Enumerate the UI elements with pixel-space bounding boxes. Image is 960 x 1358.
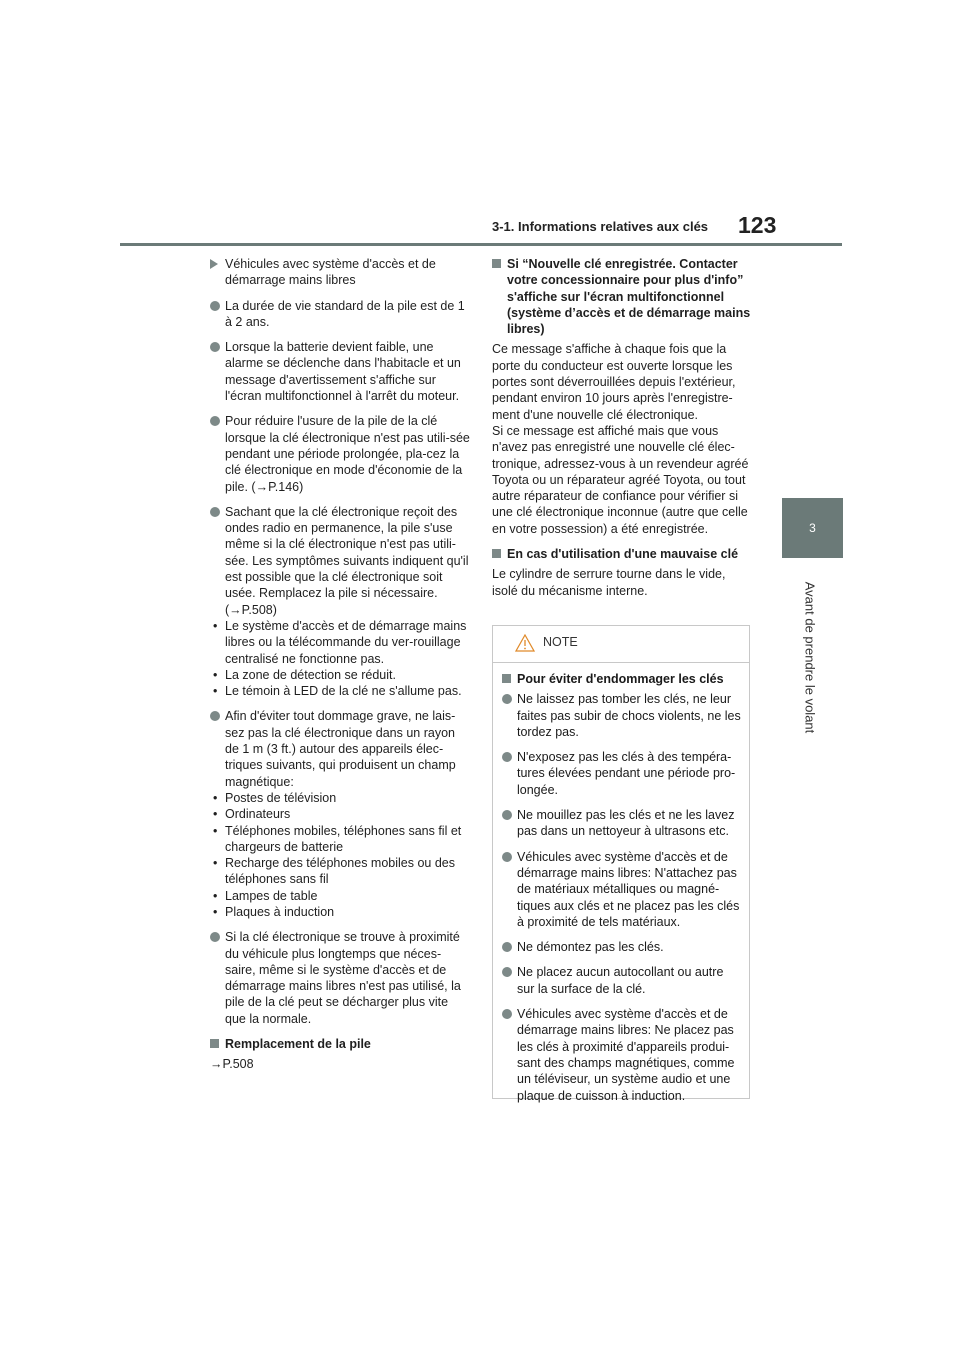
circle-bullet-icon [210,416,220,426]
circle-bullet-icon [210,301,220,311]
circle-bullet-icon [502,810,512,820]
square-bullet-icon [210,1039,219,1048]
warning-triangle-icon [515,634,535,657]
replacement-ref[interactable]: →P.508 [210,1057,254,1072]
list-item: Sachant que la clé électronique reçoit des ondes radio en permanence, la pile s'use même si la clé électronique n'est pas utili-sée. Les symptômes suivants indiquent qu'il est possible que la clé électronique soit usée. Remplacez la pile si nécessaire. (→P.508) [210,504,470,618]
chapter-title: Avant de prendre le volant [802,581,818,734]
circle-bullet-icon [502,694,512,704]
list-item: Pour réduire l'usure de la pile de la clé lorsque la clé électronique n'est pas utili-sée pendant une période prolongée, pla-cez la clé électronique en mode d'économie de la pile. (→P.146) [210,413,470,494]
circle-bullet-icon [210,932,220,942]
circle-bullet-icon [502,852,512,862]
circle-bullet-icon [210,342,220,352]
square-bullet-icon [492,549,501,558]
wrong-key-text: Le cylindre de serrure tourne dans le vide, isolé du mécanisme interne. [492,567,726,598]
note-header [493,626,749,663]
device-item: • Ordinateurs [213,807,291,822]
note-item: Véhicules avec système d'accès et de démarrage mains libres: Ne placez pas les clés à proximité d'appareils produi-sant des champs magnétiques, comme un téléviseur, un système audio et une plaque de cuisson à induction. [502,1006,743,1104]
symptom-list [210,618,470,699]
note-body [493,663,749,1104]
symptom-item: • Le système d'accès et de démarrage mains libres ou la télécommande du ver-rouillage centralisé ne fonctionne pas. [213,618,467,666]
left-column [210,256,470,1073]
note-item: Ne mouillez pas les clés et ne les lavez pas dans un nettoyeur à ultrasons etc. [502,807,743,840]
list-item: Si la clé électronique se trouve à proximité du véhicule plus longtemps que néces-saire, même si le système d'accès et de démarrage mains libres n'est pas utilisé, la pile de la clé peut se décharger plus vite que la normale. [210,929,470,1027]
replacement-heading: Remplacement de la pile [210,1036,470,1052]
chapter-tab[interactable] [782,498,843,558]
circle-bullet-icon [210,507,220,517]
new-key-text: Ce message s'affiche à chaque fois que la porte du conducteur est ouverte lorsque les portes sont déverrouillées depuis l'extérieur, pendant environ 10 jours après l'enregistre-ment d'une nouvelle clé électronique. Si ce message est affiché mais que vous n'avez pas enregistré une nouvelle clé élec-tronique, adressez-vous à un revendeur agréé Toyota ou un réparateur agréé Toyota, ou tout autre réparateur de confiance pour vérifier si une clé électronique inconnue (autre que celle en votre possession) a été enregistrée. [492,342,749,536]
note-box [492,625,750,1103]
circle-bullet-icon [502,967,512,977]
circle-bullet-icon [502,752,512,762]
note-item: N'exposez pas les clés à des tempéra-tures élevées pendant une période pro-longée. [502,749,743,798]
circle-bullet-icon [502,1009,512,1019]
note-item: Ne laissez pas tomber les clés, ne leur faites pas subir de chocs violents, ne les tordez pas. [502,691,743,740]
list-item: La durée de vie standard de la pile est de 1 à 2 ans. [210,298,470,331]
circle-bullet-icon [210,711,220,721]
device-item: • Recharge des téléphones mobiles ou des téléphones sans fil [213,856,456,887]
note-heading: Pour éviter d'endommager les clés [502,671,743,687]
note-item: Ne démontez pas les clés. [502,939,743,955]
triangle-bullet-icon [210,259,218,269]
wrong-key-heading: En cas d'utilisation d'une mauvaise clé [492,546,754,562]
page-number: 123 [738,212,777,238]
circle-bullet-icon [502,942,512,952]
note-item: Ne placez aucun autocollant ou autre sur la surface de la clé. [502,964,743,997]
new-key-heading: Si “Nouvelle clé enregistrée. Contacter votre concessionnaire pour plus d'info” s'affiche sur l'écran multifonctionnel (système d’accès et de démarrage mains libres) [492,256,754,337]
note-item: Véhicules avec système d'accès et de démarrage mains libres: N'attachez pas de matériaux métalliques ou magné-tiques aux clés et ne placez pas les clés à proximité de tels matériaux. [502,849,743,930]
note-label: NOTE [543,635,578,649]
symptom-item: • La zone de détection se réduit. [213,667,396,682]
square-bullet-icon [502,674,511,683]
list-item: Lorsque la batterie devient faible, une alarme se déclenche dans l'habitacle et un message d'avertissement s'affiche sur l'écran multifonctionnel à l'arrêt du moteur. [210,339,470,404]
device-item: • Plaques à induction [213,904,335,919]
device-list [210,790,470,920]
chapter-number: 3 [809,521,816,535]
vehicle-note: Véhicules avec système d'accès et de démarrage mains libres [210,256,470,289]
device-item: • Postes de télévision [213,790,337,805]
square-bullet-icon [492,259,501,268]
device-item: • Lampes de table [213,888,318,903]
header-divider [120,243,842,246]
list-item: Afin d'éviter tout dommage grave, ne lais-sez pas la clé électronique dans un rayon de 1 m (3 ft.) autour des appareils élec-triques suivants, qui produisent un champ magnétique: [210,708,470,789]
right-column [492,256,754,608]
section-title: 3-1. Informations relatives aux clés [492,219,709,234]
symptom-item: • Le témoin à LED de la clé ne s'allume pas. [213,684,462,699]
device-item: • Téléphones mobiles, téléphones sans fil et chargeurs de batterie [213,823,462,854]
